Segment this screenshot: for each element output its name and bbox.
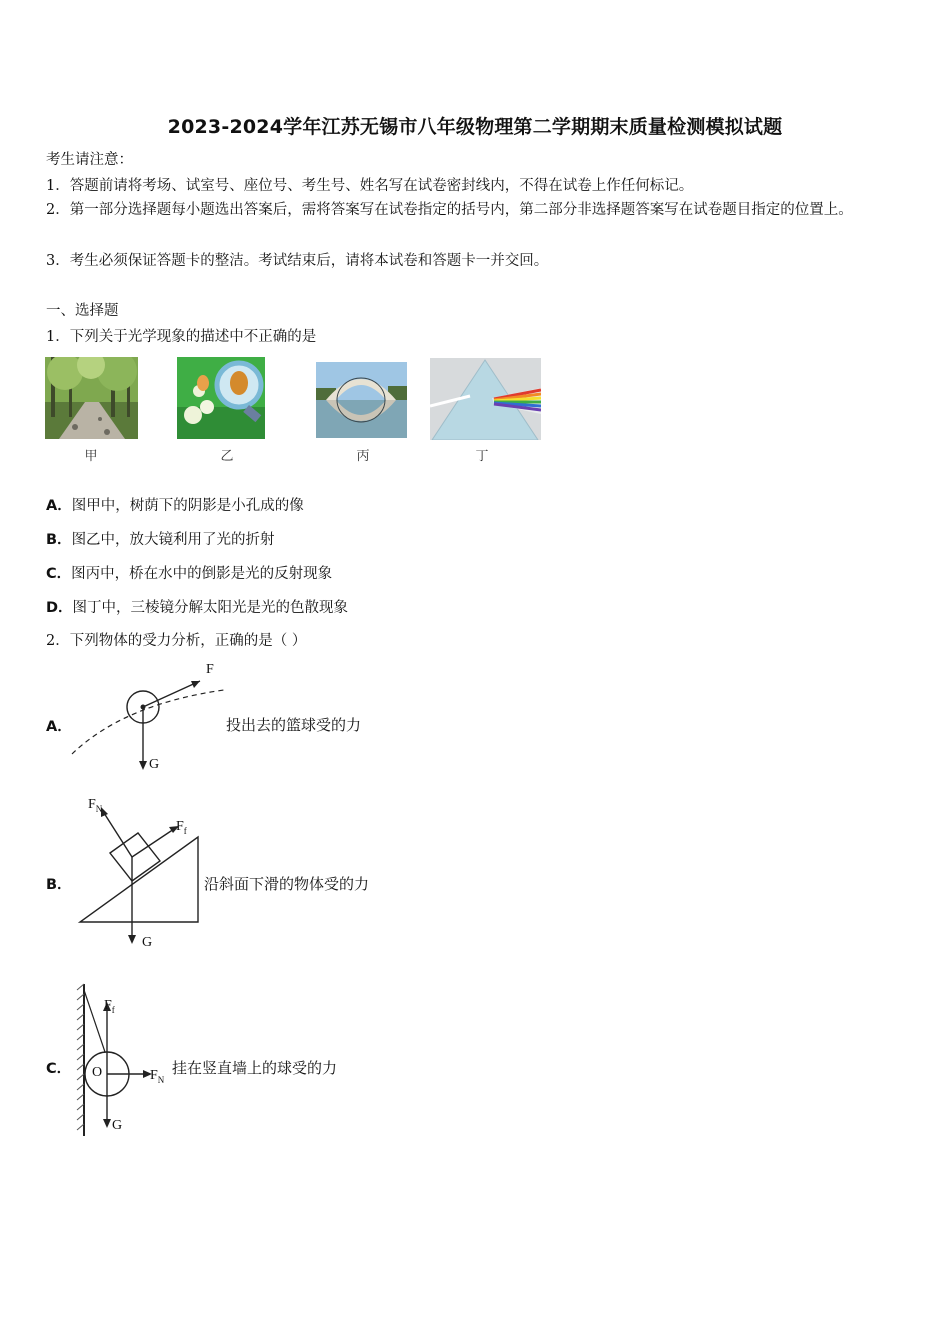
page-title: 2023-2024学年江苏无锡市八年级物理第二学期期末质量检测模拟试题 [167,116,783,138]
photo-caption-yi: 乙 [220,449,234,464]
force-label-fn: $F_N$ [150,1068,165,1085]
option-text: 图丙中，桥在水中的倒影是光的反射现象 [71,566,333,582]
q2-option-b-text: 沿斜面下滑的物体受的力 [204,875,370,893]
q1-option-c[interactable] [46,562,332,583]
photo-caption-jia: 甲 [84,449,98,464]
q2-option-c-text: 挂在竖直墙上的球受的力 [172,1059,338,1077]
force-label-f: F [206,662,214,677]
photo-caption-bing: 丙 [356,449,370,464]
diagram-wall-ball [72,982,182,1142]
notice-heading: 考生请注意： [46,152,133,168]
photo-caption-ding: 丁 [475,449,489,464]
force-label-g: G [149,757,160,772]
notice-item-2: 2．第一部分选择题每小题选出答案后，需将答案写在试卷指定的括号内，第二部分非选择题答案写在试卷题目指定的位置上。 [46,202,853,218]
option-text: 图甲中，树荫下的阴影是小孔成的像 [71,498,304,514]
q1-option-d[interactable] [46,596,348,617]
option-label: D． [46,600,73,616]
section-heading: 一、选择题 [46,303,119,319]
diagram-incline [76,795,206,955]
q1-option-a[interactable] [46,494,304,515]
q2-stem: 2．下列物体的受力分析，正确的是（ ） [46,633,307,649]
force-label-g: G [142,935,153,950]
option-text: 图丁中，三棱镜分解太阳光是光的色散现象 [72,600,349,616]
diagram-basketball [64,660,234,776]
force-label-ff: $F_f$ [176,819,187,836]
notice-item-3: 3．考生必须保证答题卡的整洁。考试结束后，请将本试卷和答题卡一并交回。 [46,253,549,269]
q2-option-b-label[interactable]: B． [46,877,72,893]
photo-prism [430,358,541,440]
q2-option-a-label[interactable]: A． [46,719,72,735]
option-label: A． [46,498,72,514]
option-text: 图乙中，放大镜利用了光的折射 [71,532,275,548]
photo-bridge [316,362,407,438]
force-label-ff: $F_f$ [104,998,115,1015]
q1-stem: 1．下列关于光学现象的描述中不正确的是 [46,329,317,345]
center-label-o: O [92,1065,103,1080]
option-label: C． [46,566,72,582]
force-label-g: G [112,1118,123,1133]
q2-option-a-text: 投出去的篮球受的力 [226,716,362,734]
force-label-fn: $F_N$ [88,797,103,814]
q2-option-c-label[interactable]: C． [46,1061,72,1077]
notice-item-1: 1．答题前请将考场、试室号、座位号、考生号、姓名写在试卷密封线内，不得在试卷上作任何标记。 [46,178,694,194]
photo-magnifier [177,357,265,439]
photo-tree-shade [45,357,138,439]
option-label: B． [46,532,72,548]
q1-option-b[interactable] [46,528,275,549]
